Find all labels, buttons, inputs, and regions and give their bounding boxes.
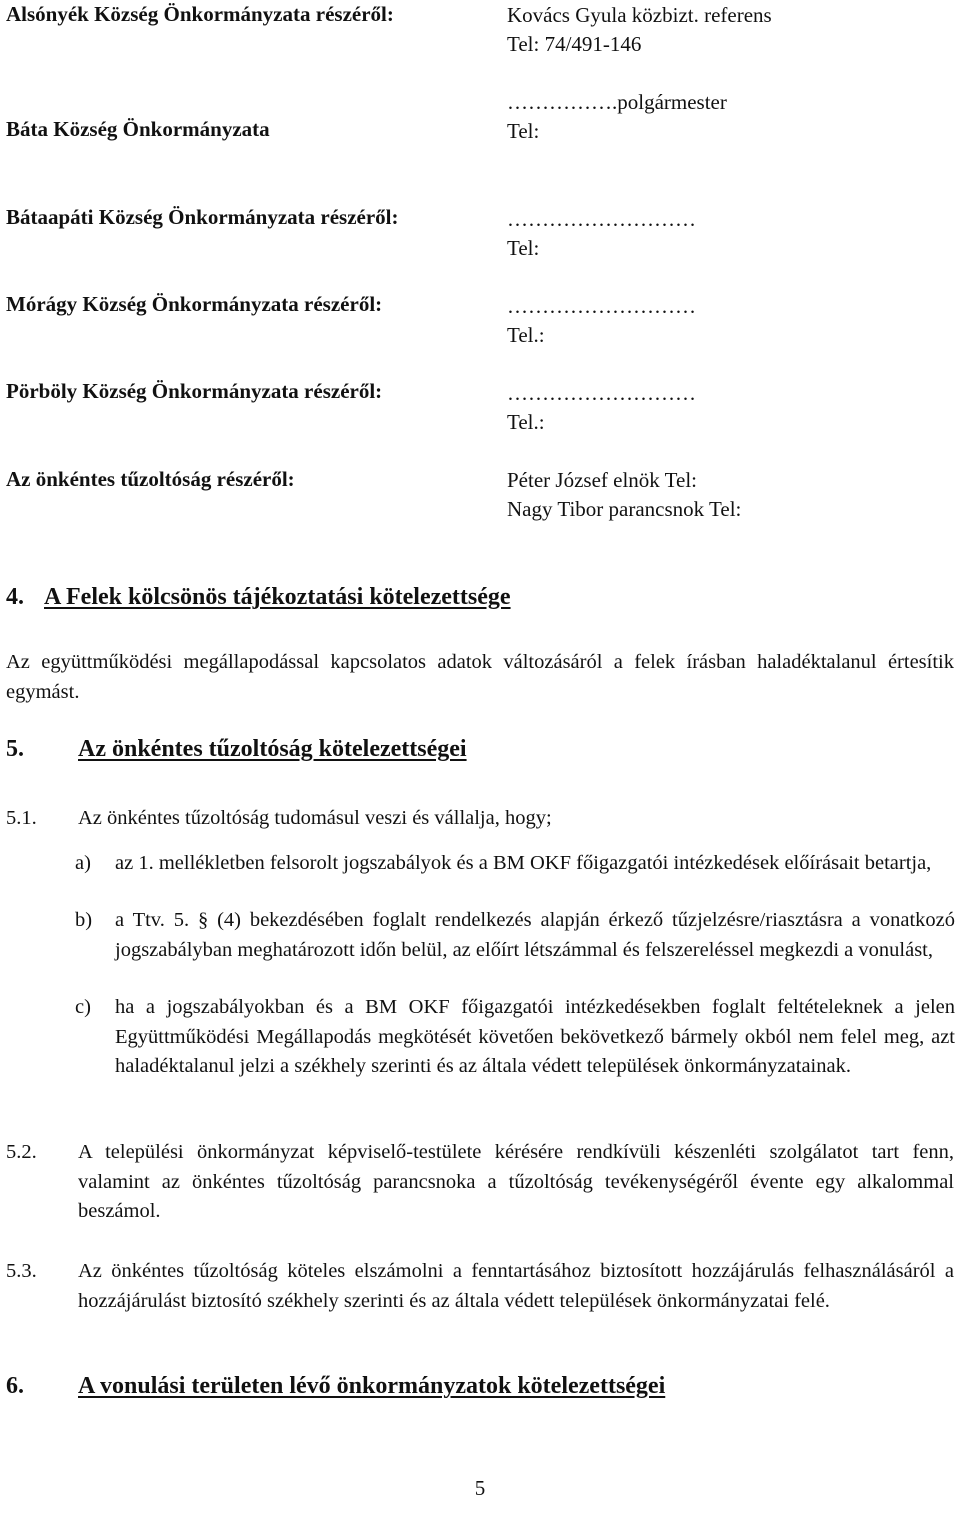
subsection-text: Az önkéntes tűzoltóság köteles elszámolni a fenntartásához biztosított hozzájárulás felhasználásáról a hozzájárulást biztosító székhely szerinti és az általa védett települések önkormányzatai felé.	[78, 1260, 954, 1312]
section-number: 4.	[6, 584, 24, 610]
subsection-text: Az önkéntes tűzoltóság tudomásul veszi és vállalja, hogy;	[78, 807, 552, 829]
contact-line: …………….polgármester	[507, 90, 727, 114]
list-text: ha a jogszabályokban és a BM OKF főigazgatói intézkedésekben foglalt feltételeknek a jelen Együttműködési Megállapodás megkötését követően bekövetkező bármely okból nem felel meg, azt haladéktalanul jelzi a székhely szerinti és az általa védett települések önkormányzatainak.	[115, 996, 955, 1077]
contact-line: ………………………	[507, 294, 696, 318]
subsection-number: 5.3.	[6, 1260, 37, 1282]
contact-line: Kovács Gyula közbizt. referens	[507, 3, 772, 27]
section-heading	[6, 736, 467, 763]
subsection-number: 5.1.	[6, 807, 37, 829]
list-text: az 1. mellékletben felsorolt jogszabályok és a BM OKF főigazgatói intézkedések előírásait betartja,	[115, 852, 932, 874]
signatory-contact	[507, 88, 727, 146]
section-title: A vonulási területen lévő önkormányzatok kötelezettségei	[78, 1373, 666, 1399]
subsection-text: A települési önkormányzat képviselő-testülete kérésére rendkívüli készenléti szolgálatot tart fenn, valamint az önkéntes tűzoltóság parancsnoka a tűzoltóság tevékenységéről évente egy alkalommal beszámol.	[78, 1141, 954, 1222]
contact-line: Nagy Tibor parancsnok Tel:	[507, 497, 742, 521]
list-item	[75, 906, 955, 965]
signatory-party: Pörböly Község Önkormányzata részéről:	[6, 379, 383, 403]
contact-line: Tel.:	[507, 323, 545, 347]
list-item	[75, 993, 955, 1082]
signatory-party: Az önkéntes tűzoltóság részéről:	[6, 467, 295, 491]
signatory-contact	[507, 292, 696, 350]
signatory-party: Mórágy Község Önkormányzata részéről:	[6, 292, 383, 316]
signatory-party: Alsónyék Község Önkormányzata részéről:	[6, 2, 394, 26]
list-label: b)	[75, 909, 93, 931]
section-number: 6.	[6, 1373, 24, 1399]
list-label: c)	[75, 996, 91, 1018]
section4-paragraph: Az együttműködési megállapodással kapcsolatos adatok változásáról a felek írásban haladéktalanul értesítik egymást.	[6, 651, 954, 703]
signatory-contact	[507, 205, 696, 263]
page-number: 5	[474, 1476, 486, 1500]
contact-line: Tel.:	[507, 410, 545, 434]
signatory-contact	[507, 466, 741, 524]
list-item	[75, 849, 955, 879]
list-label: a)	[75, 852, 91, 874]
contact-line: ………………………	[507, 207, 696, 231]
signatory-contact	[507, 379, 696, 437]
contact-line: Tel:	[507, 119, 540, 143]
signatory-party: Báta Község Önkormányzata	[6, 117, 270, 141]
signatory-party: Bátaapáti Község Önkormányzata részéről:	[6, 205, 399, 229]
list-text: a Ttv. 5. § (4) bekezdésében foglalt rendelkezés alapján érkező tűzjelzésre/riasztásra a vonatkozó jogszabályban meghatározott időn belül, az előírt létszámmal és felszereléssel megkezdi a vonulást,	[115, 909, 955, 961]
section-heading	[6, 584, 511, 611]
contact-line: Péter József elnök Tel:	[507, 468, 698, 492]
contact-line: Tel:	[507, 236, 540, 260]
signatory-contact	[507, 1, 772, 59]
section-heading	[6, 1373, 665, 1400]
section-title: A Felek kölcsönös tájékoztatási kötelezettsége	[44, 584, 511, 610]
section-number: 5.	[6, 736, 24, 762]
contact-line: ………………………	[507, 381, 696, 405]
subsection-number: 5.2.	[6, 1141, 37, 1163]
section-title: Az önkéntes tűzoltóság kötelezettségei	[78, 736, 467, 762]
contact-line: Tel: 74/491-146	[507, 32, 642, 56]
